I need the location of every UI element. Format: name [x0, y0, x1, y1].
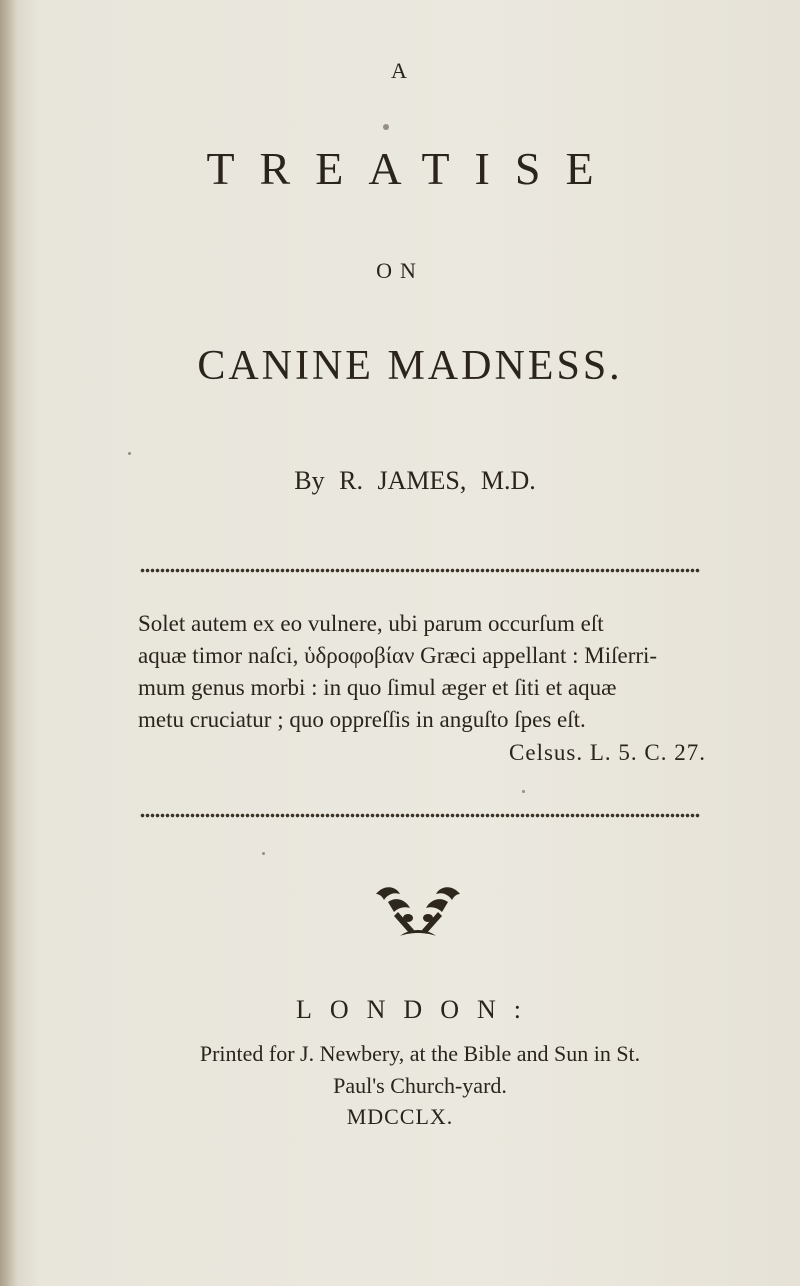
imprint-publisher — [130, 1038, 710, 1102]
title-subject: CANINE MADNESS. — [197, 343, 623, 389]
imprint-line: Paul's Church-yard. — [333, 1073, 507, 1098]
imprint-line: Printed for J. Newbery, at the Bible and Sun in St. — [199, 1041, 641, 1066]
ornamental-rule-bottom — [140, 812, 700, 819]
epigraph-citation: Celsus. L. 5. C. 27. — [509, 740, 706, 765]
author-line: By R. JAMES, M.D. — [294, 466, 536, 495]
printers-ornament-icon — [370, 882, 466, 942]
epigraph-line: Solet autem ex eo vulnere, ubi parum occurſum eſt — [138, 611, 604, 636]
title-treatise: TREATISE — [206, 143, 619, 194]
ornamental-rule-top — [140, 567, 700, 574]
paper-speck — [383, 124, 389, 130]
imprint-place: LONDON: — [296, 995, 539, 1024]
epigraph-line: mum genus morbi : in quo ſimul æger et ſiti et aquæ — [138, 675, 617, 700]
imprint-date: MDCCLX. — [346, 1104, 454, 1129]
paper-speck — [262, 852, 265, 855]
paper-speck — [128, 452, 131, 455]
epigraph — [138, 608, 706, 736]
title-article: A — [391, 58, 409, 83]
title-preposition: ON — [376, 258, 424, 283]
epigraph-line: metu cruciatur ; quo oppreſſis in anguſto ſpes eſt. — [138, 707, 586, 732]
paper-speck — [522, 790, 525, 793]
epigraph-line: aquæ timor naſci, ὑδροφοβίαν Græci appellant : Miſerri- — [138, 643, 658, 668]
